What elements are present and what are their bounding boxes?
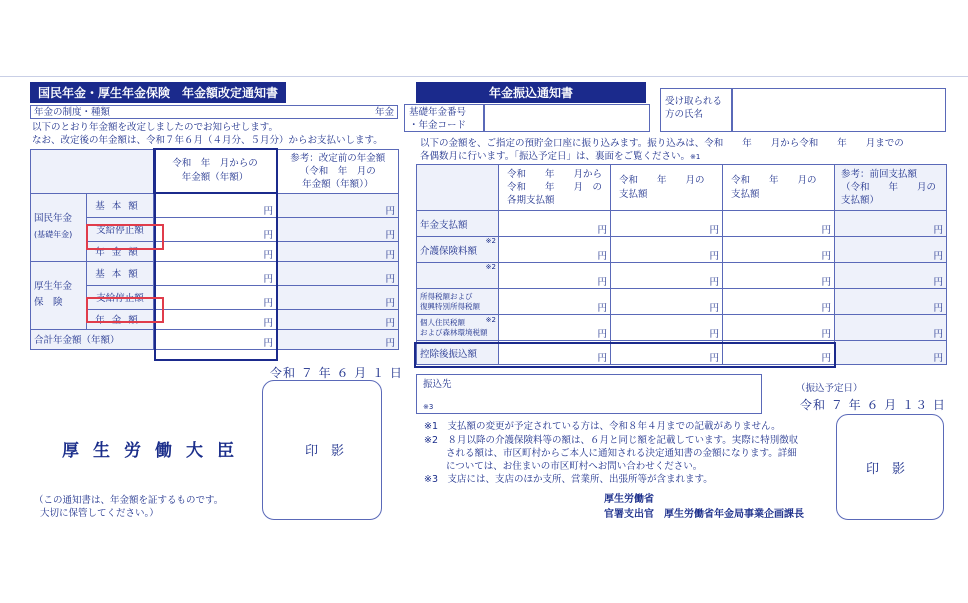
bank-mark: ※3 (423, 403, 434, 411)
value-total: 円 (154, 329, 277, 349)
pay-row-blank: ※2 (417, 263, 499, 289)
payment-table (416, 164, 947, 365)
schedule-date: 令和 ７ 年 ６ 月 １３ 日 (800, 398, 946, 412)
pay-v4-3: 円 (723, 289, 835, 315)
prev-pension-1: 円 (277, 241, 399, 261)
pension-number-field (484, 104, 650, 132)
pay-header-period: 令和 年 月から 令和 年 月 の 各期支払額 (499, 165, 611, 211)
left-footnote-1: （この通知書は、年金額を証するものです。 (34, 495, 224, 506)
pension-amount-table (30, 148, 399, 350)
header-prev-amount: 参考：改定前の年金額 （令和 年 月の 年金額（年額）） (277, 149, 399, 193)
right-note-2b: される額は、市区町村からご本人に通知される決定通知書の金額になります。詳細 (446, 448, 797, 459)
pay-v6-2: 円 (611, 341, 723, 365)
right-note-2c: については、お住まいの市区町村へお問い合わせください。 (446, 461, 703, 472)
pay-row-pension: 年金支払額 (417, 211, 499, 237)
right-intro-2: 各偶数月に行います。「振込予定日」は、裏面をご覧ください。※1 (420, 151, 701, 162)
pay-v5-4: 円 (835, 315, 947, 341)
right-note-3: ※3 支店には、支店のほか支所、営業所、出張所等が含まれます。 (424, 474, 713, 485)
pay-header-blank (417, 165, 499, 211)
pension-type-suffix: 年金 (374, 107, 394, 118)
pay-v1-4: 円 (835, 211, 947, 237)
pay-v2-3: 円 (723, 237, 835, 263)
pay-v2-2: 円 (611, 237, 723, 263)
pay-v5-2: 円 (611, 315, 723, 341)
row-basic-1: 基本額 (87, 193, 154, 217)
pension-type-field (30, 105, 398, 119)
left-intro-1: 以下のとおり年金額を改定しましたのでお知らせします。 (32, 122, 278, 133)
group-national-pension: 国民年金 (基礎年金) (31, 193, 87, 261)
right-note-1: ※1 支払額の変更が予定されている方は、令和８年４月までの記載がありません。 (424, 421, 781, 432)
pay-v6-1: 円 (499, 341, 611, 365)
schedule-label: （振込予定日） (796, 383, 863, 394)
pay-v6-3: 円 (723, 341, 835, 365)
row-pension-2: 年金額 (87, 309, 154, 329)
row-stop-1: 支給停止額 (87, 217, 154, 241)
pay-header-month-2: 令和 年 月の 支払額 (723, 165, 835, 211)
right-seal-label: 印 影 (866, 462, 906, 477)
pay-v3-1: 円 (499, 263, 611, 289)
pay-v5-3: 円 (723, 315, 835, 341)
prev-basic-1: 円 (277, 193, 399, 217)
pension-type-label: 年金の制度・種類 (34, 107, 111, 118)
left-seal-label: 印 影 (305, 444, 345, 459)
value-basic-1: 円 (154, 193, 277, 217)
pay-header-previous: 参考：前回支払額 （令和 年 月の 支払額） (835, 165, 947, 211)
prev-basic-2: 円 (277, 261, 399, 285)
prev-stop-2: 円 (277, 285, 399, 309)
bank-account-box (416, 374, 762, 414)
header-new-amount: 令和 年 月からの 年金額（年額） (154, 149, 277, 193)
pay-v4-2: 円 (611, 289, 723, 315)
left-footnote-2: 大切に保管してください。） (40, 508, 159, 519)
issuer-org: 厚生労働省 (604, 494, 654, 505)
bank-label: 振込先 (423, 379, 452, 390)
pay-v3-4: 円 (835, 263, 947, 289)
left-intro-2: なお、改定後の年金額は、令和７年６月（４月分、５月分）からお支払いします。 (32, 135, 383, 146)
pay-v6-4: 円 (835, 341, 947, 365)
right-intro-1: 以下の金額を、ご指定の預貯金口座に振り込みます。振り込みは、令和 年 月から令和 年 月までの (420, 138, 904, 149)
notice-date: 令和 ７ 年 ６ 月 １ 日 (270, 366, 403, 380)
minister-title: 厚生労働大臣 (62, 441, 248, 461)
value-stop-2: 円 (154, 285, 277, 309)
group-employee-pension: 厚生年金 保 険 (31, 261, 87, 329)
pay-row-net: 控除後振込額 (417, 341, 499, 365)
prev-pension-2: 円 (277, 309, 399, 329)
value-pension-2: 円 (154, 309, 277, 329)
right-note-2a: ※2 ８月以降の介護保険料等の額は、６月と同じ額を記載しています。実際に特別徴収 (424, 435, 799, 446)
left-title: 国民年金・厚生年金保険 年金額改定通知書 (30, 82, 286, 103)
top-rule (0, 76, 968, 77)
row-basic-2: 基本額 (87, 261, 154, 285)
pay-v2-1: 円 (499, 237, 611, 263)
pay-v5-1: 円 (499, 315, 611, 341)
pay-row-resident-tax: 個人住民税額 および森林環境税額 ※2 (417, 315, 499, 341)
pay-v1-2: 円 (611, 211, 723, 237)
pay-v3-3: 円 (723, 263, 835, 289)
right-title: 年金振込通知書 (416, 82, 646, 103)
row-stop-2: 支給停止額 (87, 285, 154, 309)
pay-v2-4: 円 (835, 237, 947, 263)
pay-v3-2: 円 (611, 263, 723, 289)
pay-header-month-1: 令和 年 月の 支払額 (611, 165, 723, 211)
pay-v4-1: 円 (499, 289, 611, 315)
prev-stop-1: 円 (277, 217, 399, 241)
pay-v4-4: 円 (835, 289, 947, 315)
pay-v1-3: 円 (723, 211, 835, 237)
value-stop-1: 円 (154, 217, 277, 241)
row-total: 合計年金額（年額） (31, 329, 154, 349)
header-blank (31, 149, 154, 193)
pay-v1-1: 円 (499, 211, 611, 237)
pension-number-label-box: 基礎年金番号 ・年金コード (404, 104, 484, 132)
recipient-label-box: 受け取られる 方の氏名 (660, 88, 732, 132)
pay-row-income-tax: 所得税額および 復興特別所得税額 (417, 289, 499, 315)
row-pension-1: 年金額 (87, 241, 154, 261)
prev-total: 円 (277, 329, 399, 349)
recipient-name-field (732, 88, 946, 132)
value-basic-2: 円 (154, 261, 277, 285)
pay-row-care: 介護保険料額 ※2 (417, 237, 499, 263)
issuer-official: 官署支出官 厚生労働省年金局事業企画課長 (604, 509, 804, 520)
value-pension-1: 円 (154, 241, 277, 261)
